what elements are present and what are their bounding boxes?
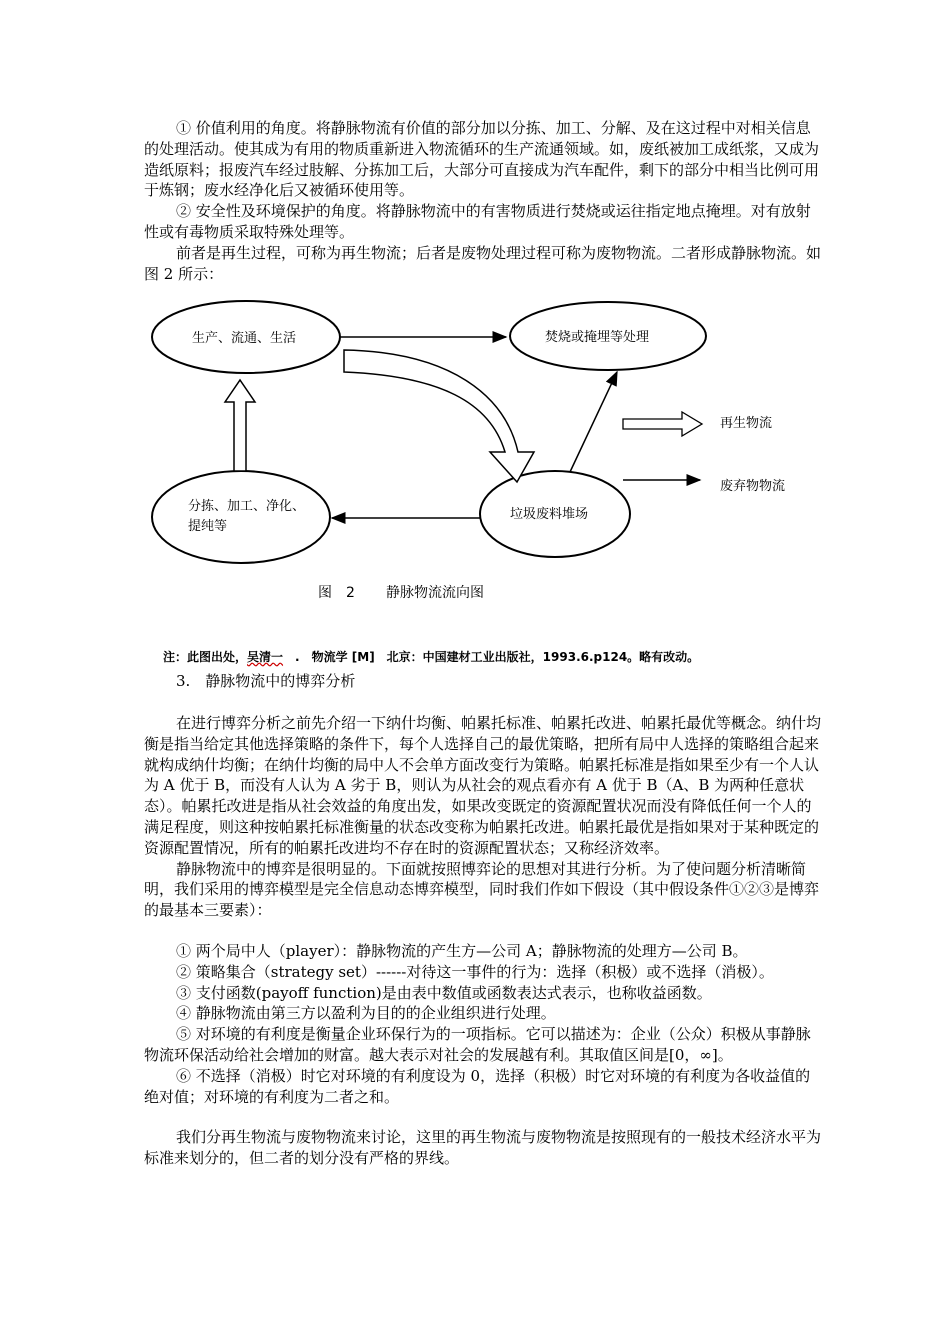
assumption-6: ⑥ 不选择（消极）时它对环境的有利度设为 0，选择（积极）时它对环境的有利度为各收益值的绝对值；对环境的有利度为二者之和。 [144, 1066, 811, 1106]
spacer [144, 921, 824, 941]
paragraph-safety: ② 安全性及环境保护的角度。将静脉物流中的有害物质进行焚烧或运往指定地点掩埋。对有放射性或有毒物质采取特殊处理等。 [144, 202, 811, 241]
legend-waste-label: 废弃物物流 [720, 479, 786, 494]
node-sorting-label-1: 分拣、加工、净化、 [188, 499, 306, 514]
legend-recycle-arrow [623, 412, 702, 436]
paragraph-value-use: ① 价值利用的角度。将静脉物流有价值的部分加以分拣、加工、分解、及在这过程中对相关信息的处理活动。使其成为有用的物质重新进入物流循环的生产流通领域。如，废纸被加工成纸浆，又成为造纸原料；报废汽车经过肢解、分拣加工后，大部分可直接成为汽车配件，剩下的部分中相当比例可用于炼钢；废水经净化后又被循环使用等。 [144, 119, 820, 200]
note-prefix: 注：此图出处， [163, 650, 248, 664]
spacer [144, 1107, 824, 1127]
paragraph-concepts: 在进行博弈分析之前先介绍一下纳什均衡、帕累托标准、帕累托改进、帕累托最优等概念。纳什均衡是指当给定其他选择策略的条件下，每个人选择自己的最优策略，把所有局中人选择的策略组合起来就构成纳什均衡；在纳什均衡的局中人不会单方面改变行为策略。帕累托标准是指如果至少有一个人认为 A 优于 B，而没有人认为 A 劣于 B，则认为从社会的观点看亦有 A 优于 B（A、B 为两种任意状态）。帕累托改进是指从社会效益的角度出发，如果改变既定的资源配置状况而没有降低任何一个人的满足程度，则这种按帕累托标准衡量的状态改变称为帕累托改进。帕累托最优是指如果对于某种既定的资源配置情况，所有的帕累托改进均不存在时的资源配置状态；又称经济效率。 [144, 714, 822, 857]
hollow-arrow-sorting-to-production [225, 380, 255, 471]
figure-caption-number: 图 2 [318, 585, 355, 601]
assumption-5: ⑤ 对环境的有利度是衡量企业环保行为的一项指标。它可以描述为：企业（公众）积极从事静脉物流环保活动给社会增加的财富。越大表示对社会的发展越有利。其取值区间是[0，∞]。 [144, 1025, 811, 1064]
assumption-1: ① 两个局中人（player）：静脉物流的产生方—公司 A；静脉物流的处理方—公司 B。 [176, 941, 748, 960]
paragraph-classification: 我们分再生物流与废物物流来讨论，这里的再生物流与废物物流是按照现有的一般技术经济水平为标准来划分的，但二者的划分没有严格的界线。 [144, 1128, 822, 1168]
note-rest: . 物流学 [M] 北京：中国建材工业出版社，1993.6.p124。略有改动。 [283, 650, 700, 664]
paragraph-summary: 前者是再生过程，可称为再生物流；后者是废物处理过程可称为废物物流。二者形成静脉物流。如图 2 所示： [144, 243, 822, 283]
flow-diagram [150, 300, 810, 610]
figure-note [163, 648, 699, 665]
node-sorting-label-2: 提纯等 [188, 519, 228, 534]
figure-caption-title: 静脉物流流向图 [386, 585, 484, 601]
node-incineration-label: 焚烧或掩埋等处理 [545, 330, 650, 345]
assumption-3: ③ 支付函数(payoff function)是由表中数值或函数表达式表示，也称收益函数。 [176, 983, 712, 1002]
section-body [144, 713, 824, 1169]
legend-recycle-label: 再生物流 [720, 416, 773, 431]
arrow-landfill-to-incineration [570, 372, 617, 472]
intro-text [144, 118, 824, 284]
hollow-arrow-production-to-landfill [344, 350, 534, 482]
node-landfill-label: 垃圾废料堆场 [510, 507, 589, 522]
section-heading: 3. 静脉物流中的博弈分析 [176, 672, 356, 690]
assumption-2: ② 策略集合（strategy set）------对待这一事件的行为：选择（积极）或不选择（消极）。 [176, 962, 774, 981]
note-author: 吴清一 [247, 650, 284, 664]
node-production-label: 生产、流通、生活 [192, 331, 297, 346]
assumption-4: ④ 静脉物流由第三方以盈利为目的的企业组织进行处理。 [176, 1004, 556, 1023]
paragraph-game-model: 静脉物流中的博弈是很明显的。下面就按照博弈论的思想对其进行分析。为了使问题分析清晰简明，我们采用的博弈模型是完全信息动态博弈模型，同时我们作如下假设（其中假设条件①②③是博弈的最基本三要素）： [144, 859, 820, 920]
node-sorting-ellipse [152, 471, 330, 563]
